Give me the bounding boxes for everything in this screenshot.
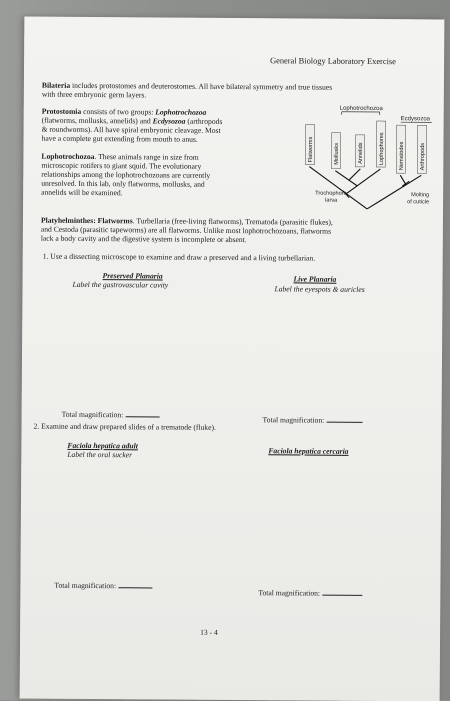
lophotrochozoa-line-5: annelids will be examined. xyxy=(41,188,122,198)
lophotrochozoa-line-1: Lophotrochozoa. These animals range in size from xyxy=(41,152,198,163)
q2-left-magnification: Total magnification: xyxy=(54,580,152,591)
preserved-planaria-title: Preserved Planaria xyxy=(103,271,163,281)
bilateria-term: Bilateria xyxy=(42,81,70,90)
bilateria-line-1: Bilateria includes protostomes and deuterostomes. All have bilateral symmetry and true tissues xyxy=(42,81,332,93)
q2-right-magnification: Total magnification: xyxy=(258,587,362,598)
taxon-nematodes: Nematodes xyxy=(399,141,405,170)
q2-left-magnification-blank[interactable] xyxy=(118,580,152,588)
question-2: 2. Examine and draw prepared slides of a trematode (fluke). xyxy=(33,422,215,433)
question-1: 1. Use a dissecting microscope to examine and draw a preserved and a living turbellarian. xyxy=(43,252,315,263)
q1-left-magnification: Total magnification: xyxy=(62,409,160,420)
protostomia-line-4: have a complete gut extending from mouth to anus. xyxy=(42,134,198,145)
bilateria-line-2: with three embryonic germ layers. xyxy=(42,90,146,100)
page-header: General Biology Laboratory Exercise xyxy=(270,56,396,66)
larva-label: larva xyxy=(325,198,338,204)
page-number: 13 - 4 xyxy=(200,628,218,638)
q1-right-magnification-blank[interactable] xyxy=(326,415,362,423)
trochophore-label: Trochophore xyxy=(315,191,347,197)
live-planaria-title: Live Planaria xyxy=(294,274,337,284)
lophotrochozoa-line-2: microscopic rotifers to giant squid. The evolutionary xyxy=(41,161,201,172)
lophotrochozoa-line-3: relationships among the lophotrochozoans are currently xyxy=(41,170,210,181)
fasciola-adult-title: Faciola hepatica adult xyxy=(67,441,138,451)
q2-right-magnification-blank[interactable] xyxy=(322,588,362,596)
protostomia-line-1: Protostomia consists of two groups: Lophotrochozoa xyxy=(42,107,207,118)
preserved-planaria-instruction: Label the gastrovascular cavity xyxy=(72,280,168,290)
clade-label-ecdysozoa: Ecdysozoa xyxy=(401,116,431,122)
fasciola-adult-instruction: Label the oral sucker xyxy=(67,450,132,460)
protostomia-line-2: (flatworms, mollusks, annelids) and Ecdysozoa (arthropods xyxy=(42,116,223,127)
protostomia-line-3: & roundworms). All have spiral embryonic cleavage. Most xyxy=(42,125,221,136)
taxon-flatworms: Flatworms xyxy=(308,137,314,163)
platyhelminthes-line-1: Platyhelminthes: Flatworms. Turbellaria (free-living flatworms), Trematoda (parasitic flukes), xyxy=(41,216,333,228)
platyhelminthes-line-3: lack a body cavity and the digestive system is incomplete or absent. xyxy=(41,234,247,245)
live-planaria-instruction: Label the eyespots & auricles xyxy=(274,284,364,294)
phylogeny-cladogram xyxy=(283,102,434,215)
taxon-lophophores: Lophophores xyxy=(379,132,385,165)
taxon-arthropods: Arthropods xyxy=(420,143,426,171)
cuticle-label: of cuticle xyxy=(407,199,429,205)
taxon-annelids: Annelids xyxy=(358,142,364,164)
q1-right-magnification: Total magnification: xyxy=(263,414,363,425)
lophotrochozoa-line-4: unresolved. In this lab, only flatworms, mollusks, and xyxy=(41,179,205,190)
worksheet-page xyxy=(20,17,445,701)
fasciola-cercaria-title: Faciola hepatica cercaria xyxy=(268,446,348,456)
clade-label-lophotrochozoa: Lophotrochozoa xyxy=(340,106,384,112)
q1-left-magnification-blank[interactable] xyxy=(125,409,159,417)
molting-label: Molting xyxy=(411,192,429,198)
taxon-mollusks: Mollusks xyxy=(334,143,340,165)
platyhelminthes-line-2: and Cestoda (parasitic tapeworms) are all flatworms. Unlike most lophotrochozoans, flatworms xyxy=(41,225,331,237)
